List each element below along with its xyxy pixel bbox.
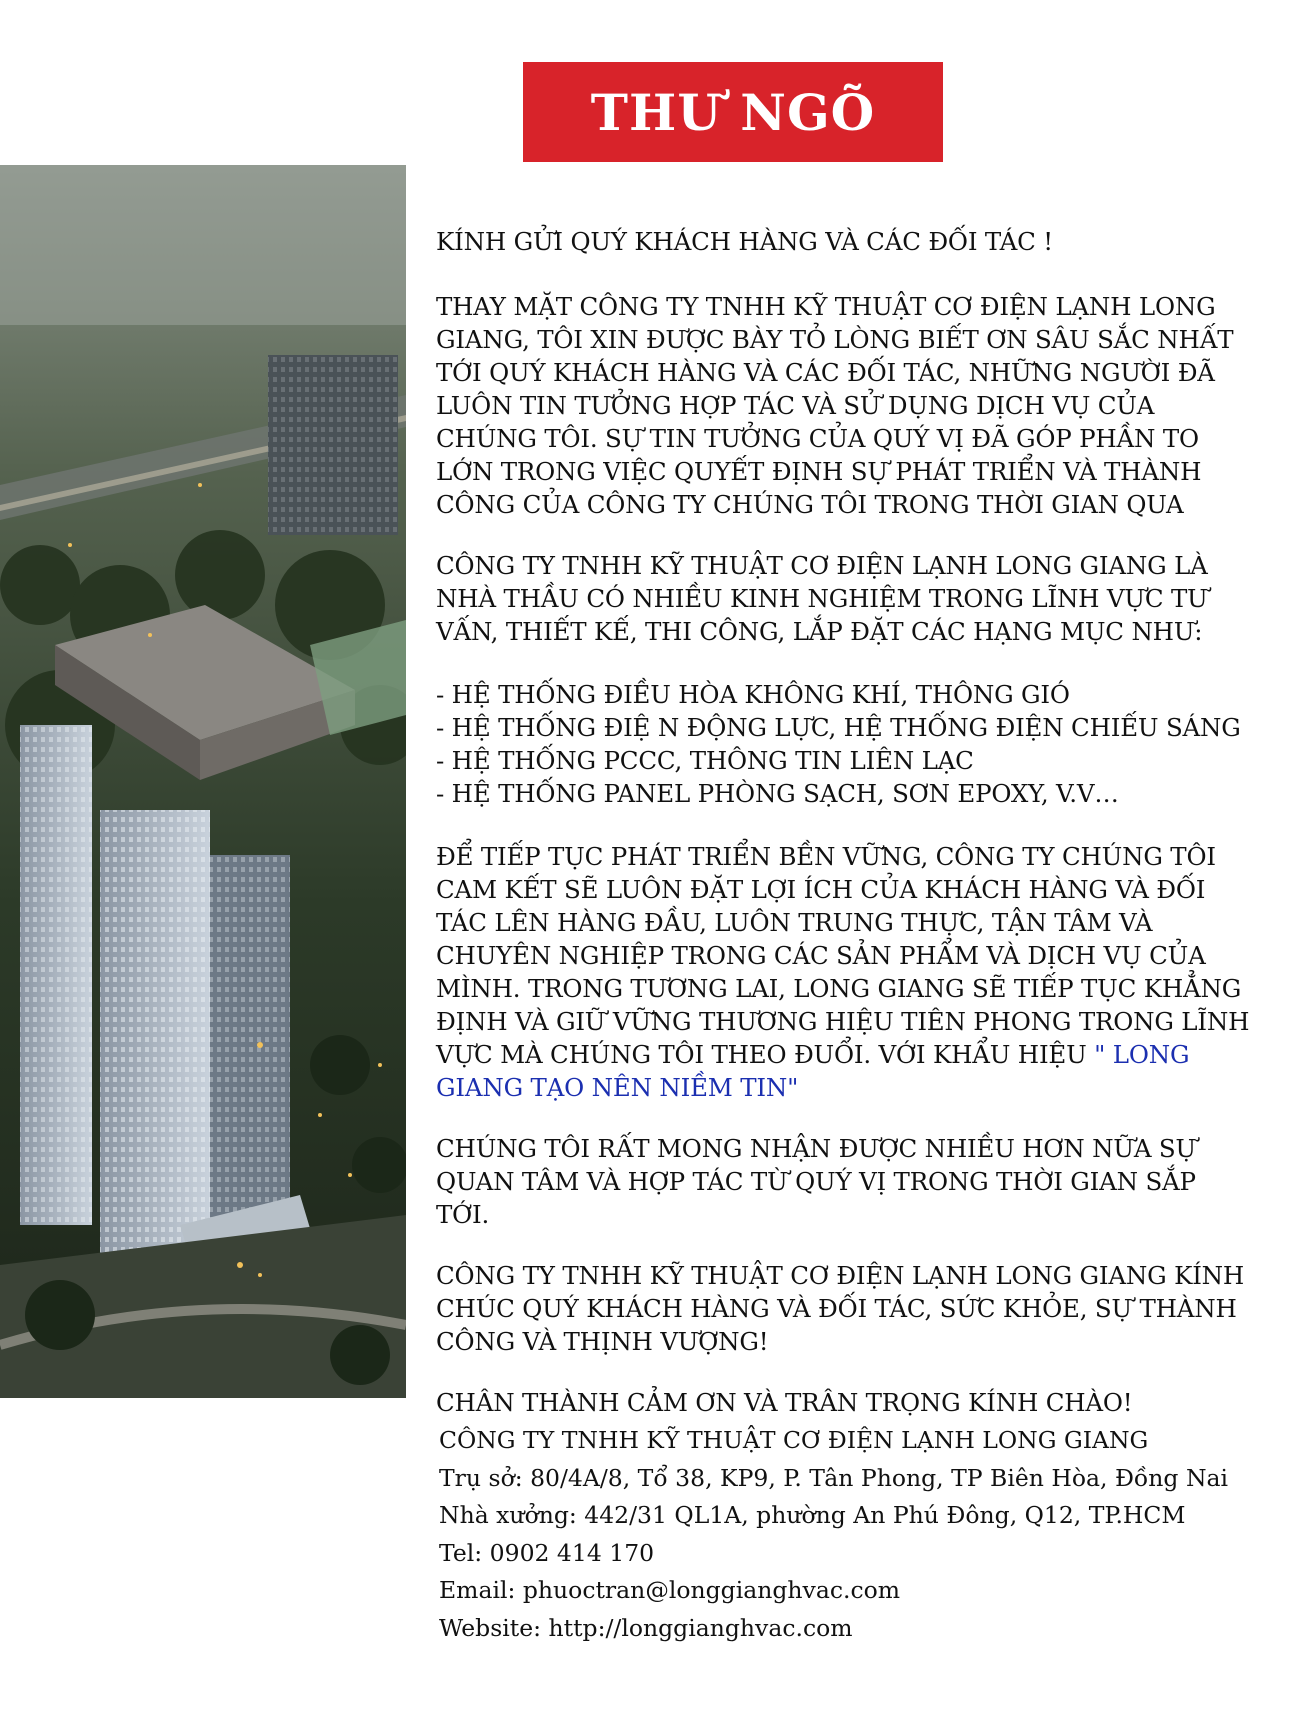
paragraph-commitment xyxy=(436,840,1256,1104)
paragraph-introduction: CÔNG TY TNHH KỸ THUẬT CƠ ĐIỆN LẠNH LONG GIANG LÀ NHÀ THẦU CÓ NHIỀU KINH NGHIỆM TRONG LĨNH VỰC TƯ VẤN, THIẾT KẾ, THI CÔNG, LẮP ĐẶT CÁC HẠNG MỤC NHƯ: xyxy=(436,551,1208,646)
footer-website: Website: http://longgianghvac.com xyxy=(439,1613,853,1642)
list-item: - HỆ THỐNG PCCC, THÔNG TIN LIÊN LẠC xyxy=(436,746,974,775)
footer-company-name: CÔNG TY TNHH KỸ THUẬT CƠ ĐIỆN LẠNH LONG GIANG xyxy=(439,1426,1149,1454)
commitment-text: ĐỂ TIẾP TỤC PHÁT TRIỂN BỀN VỮNG, CÔNG TY CHÚNG TÔI CAM KẾT SẼ LUÔN ĐẶT LỢI ÍCH CỦA KHÁCH HÀNG VÀ ĐỐI TÁC LÊN HÀNG ĐẦU, LUÔN TRUNG THỰC, TẬN TÂM VÀ CHUYÊN NGHIỆP TRONG CÁC SẢN PHẨM VÀ DỊCH VỤ CỦA MÌNH. TRONG TƯƠNG LAI, LONG GIANG SẼ TIẾP TỤC KHẲNG ĐỊNH VÀ GIỮ VỮNG THƯƠNG HIỆU TIÊN PHONG TRONG LĨNH VỰC MÀ CHÚNG TÔI THEO ĐUỔI. xyxy=(436,842,1250,1069)
letter-title: THƯ NGÕ xyxy=(590,82,876,142)
greeting: KÍNH GỬI QUÝ KHÁCH HÀNG VÀ CÁC ĐỐI TÁC ! xyxy=(436,227,1053,256)
company-contact-footer xyxy=(439,1422,1259,1647)
letter-title-banner xyxy=(523,62,943,162)
paragraph-gratitude: THAY MẶT CÔNG TY TNHH KỸ THUẬT CƠ ĐIỆN LẠNH LONG GIANG, TÔI XIN ĐƯỢC BÀY TỎ LÒNG BIẾT ƠN SÂU SẮC NHẤT TỚI QUÝ KHÁCH HÀNG VÀ CÁC ĐỐI TÁC, NHỮNG NGƯỜI ĐÃ LUÔN TIN TƯỞNG HỢP TÁC VÀ SỬ DỤNG DỊCH VỤ CỦA CHÚNG TÔI. SỰ TIN TƯỞNG CỦA QUÝ VỊ ĐÃ GÓP PHẦN TO LỚN TRONG VIỆC QUYẾT ĐỊNH SỰ PHÁT TRIỂN VÀ THÀNH CÔNG CỦA CÔNG TY CHÚNG TÔI TRONG THỜI GIAN QUA xyxy=(436,292,1234,519)
letter-body xyxy=(436,225,1256,1419)
list-item: - HỆ THỐNG ĐIỀU HÒA KHÔNG KHÍ, THÔNG GIÓ xyxy=(436,680,1070,709)
closing: CHÂN THÀNH CẢM ƠN VÀ TRÂN TRỌNG KÍNH CHÀO! xyxy=(436,1388,1133,1417)
footer-factory: Nhà xưởng: 442/31 QL1A, phường An Phú Đông, Q12, TP.HCM xyxy=(439,1501,1186,1529)
services-list xyxy=(436,678,1256,810)
footer-address: Trụ sở: 80/4A/8, Tổ 38, KP9, P. Tân Phong, TP Biên Hòa, Đồng Nai xyxy=(439,1463,1229,1492)
list-item: - HỆ THỐNG PANEL PHÒNG SẠCH, SƠN EPOXY, V.V… xyxy=(436,779,1119,808)
paragraph-wishes: CÔNG TY TNHH KỸ THUẬT CƠ ĐIỆN LẠNH LONG GIANG KÍNH CHÚC QUÝ KHÁCH HÀNG VÀ ĐỐI TÁC, SỨC KHỎE, SỰ THÀNH CÔNG VÀ THỊNH VƯỢNG! xyxy=(436,1261,1245,1356)
footer-tel: Tel: 0902 414 170 xyxy=(439,1538,655,1567)
building-render-image xyxy=(0,165,406,1398)
list-item: - HỆ THỐNG ĐIỆ N ĐỘNG LỰC, HỆ THỐNG ĐIỆN CHIẾU SÁNG xyxy=(436,713,1241,742)
slogan-prefix: VỚI KHẨU HIỆU xyxy=(878,1040,1095,1069)
slogan: " LONG GIANG TẠO NÊN NIỀM TIN" xyxy=(436,1040,1190,1102)
footer-email: Email: phuoctran@longgianghvac.com xyxy=(439,1576,901,1604)
paragraph-hope: CHÚNG TÔI RẤT MONG NHẬN ĐƯỢC NHIỀU HƠN NỮA SỰ QUAN TÂM VÀ HỢP TÁC TỪ QUÝ VỊ TRONG THỜI GIAN SẮP TỚI. xyxy=(436,1134,1196,1229)
